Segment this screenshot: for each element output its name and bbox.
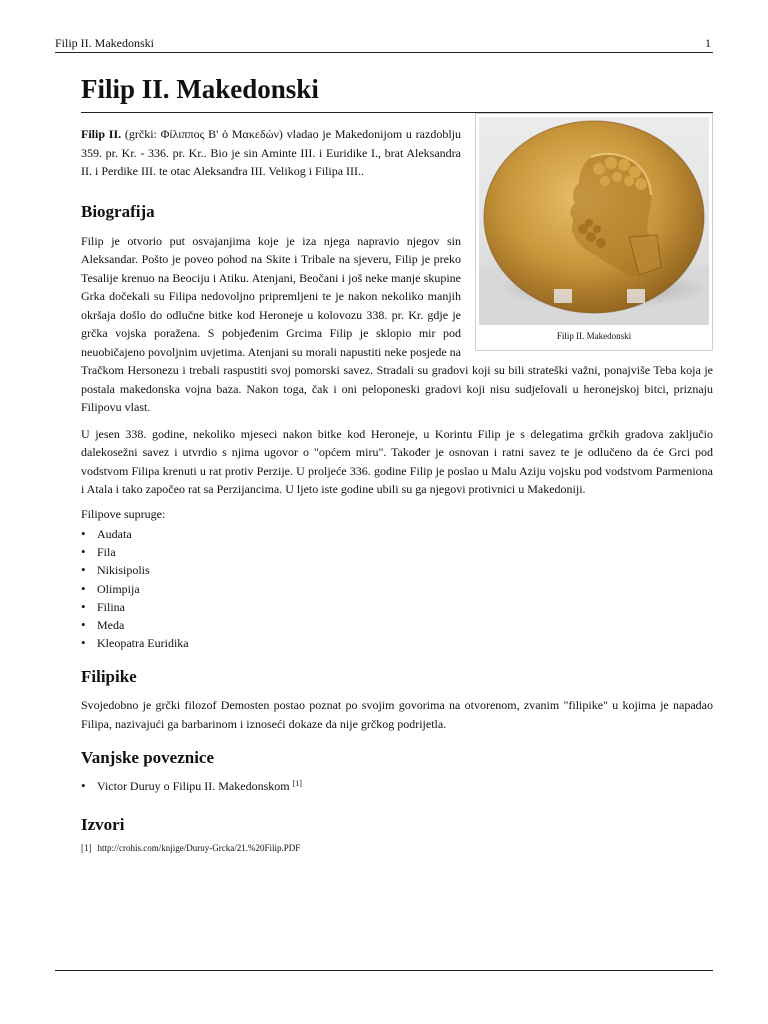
running-header-title: Filip II. Makedonski [55,36,154,50]
page-number: 1 [705,36,711,50]
reference-number: [1] [81,842,92,853]
reference-entry [81,843,713,853]
list-item: • Olimpija [81,580,713,598]
section-filipike [81,666,713,733]
list-item [81,777,713,795]
intro-text: (grčki: Φίλιππος Β' ὁ Μακεδών) vladao je Makedonijom u razdoblju 359. pr. Kr. - 336. pr. Kr.. Bio je sin Aminte III. i Euridike I., brat Aleksandra II. i Perdike III. te otac Aleksandra III. Velikog i Filipa III.. [81,127,461,178]
external-link[interactable]: Victor Duruy o Filipu II. Makedonskom [97,779,293,794]
list-item: • Kleopatra Euridika [81,634,713,652]
figure-caption: Filip II. Makedonski [556,331,632,341]
reference-url[interactable]: http://crohis.com/knjige/Duruy-Grcka/21.%20Filip.PDF [97,842,301,853]
list-item: • Audata [81,525,713,543]
biografija-paragraph-1: Filip je otvorio put osvajanjima koje je iza njega napravio njegov sin Aleksandar. Pošto je poveo pohod na Skite i Tribale na sjeveru, Filip je preko Tesalije krenuo na Beociju i Atiku. Atenjani, Beočani i još neke manje skupine Grka dočekali su Filipa nedovoljno pripremljeni te je nakon nekoliko manjih okršaja došlo do odlučne bitke kod Heroneje u kolovozu 338. pr. Kr. gdje je grčka vojska poražena. S pobjeđenim Grcima Filip je sklopio mir pod neuobičajeno povoljnim uvjetima. Atenjani su morali napustiti neke posjede na Tračkom Hersonezu i trebali raspustiti svoj pomorski savez. Stradali su gradovi koji su bili strateški važni, ponajviše Teba koja je postala makedonska vojna baza. Nakon toga, čak i oni peloponeski gradovi koji nisu sudjelovali u heronejskoj bitci, priznaju Filipovu vlast. [81,233,713,414]
filipike-paragraph: Svojedobno je grčki filozof Demosten postao poznat po svojim govorima na otvorenom, zvanim "filipike" u kojima je napadao Filipa, nazivajući ga barbarinom i iznoseći dokaze da nije grčkog podrijetla. [81,698,713,731]
biografija-paragraph-2: U jesen 338. godine, nekoliko mjeseci nakon bitke kod Heroneje, u Korintu Filip je s delegatima grčkih gradova zaključio dalekosežni savez i utvrdio s njima ugovor o "općem miru". Također je osnovan i ratni savez te je odlučeno da će Grci pod vodstvom Filipa krenuti u rat protiv Perzije. U proljeće 336. godine Filip je poslao u Malu Aziju vojsku pod vodstvom Parmeniona i Atala i tako započeo rat sa Perzijancima. U ljeto iste godine ubili su ga njegovi protivnici u Makedoniji. [81,426,713,496]
article-content [81,72,713,853]
spouses-intro: Filipove supruge: [81,506,166,521]
footer-rule [55,970,713,971]
spouses-list [81,525,713,652]
section-sources [81,814,713,853]
list-item: • Filina [81,598,713,616]
reference-marker[interactable]: [1] [292,779,302,789]
intro-bold-name: Filip II. [81,127,122,141]
external-links-list [81,777,713,795]
running-header [55,36,713,53]
coin-image [479,117,709,325]
list-item: • Meda [81,616,713,634]
article-title: Filip II. Makedonski [81,72,713,113]
list-item: • Nikisipolis [81,561,713,579]
heading-sources: Izvori [81,814,125,834]
heading-filipike: Filipike [81,667,137,687]
heading-external-links: Vanjske poveznice [81,748,215,768]
list-item: • Fila [81,543,713,561]
heading-biografija: Biografija [81,201,155,221]
section-external-links [81,747,713,795]
portrait-figure [475,113,713,351]
